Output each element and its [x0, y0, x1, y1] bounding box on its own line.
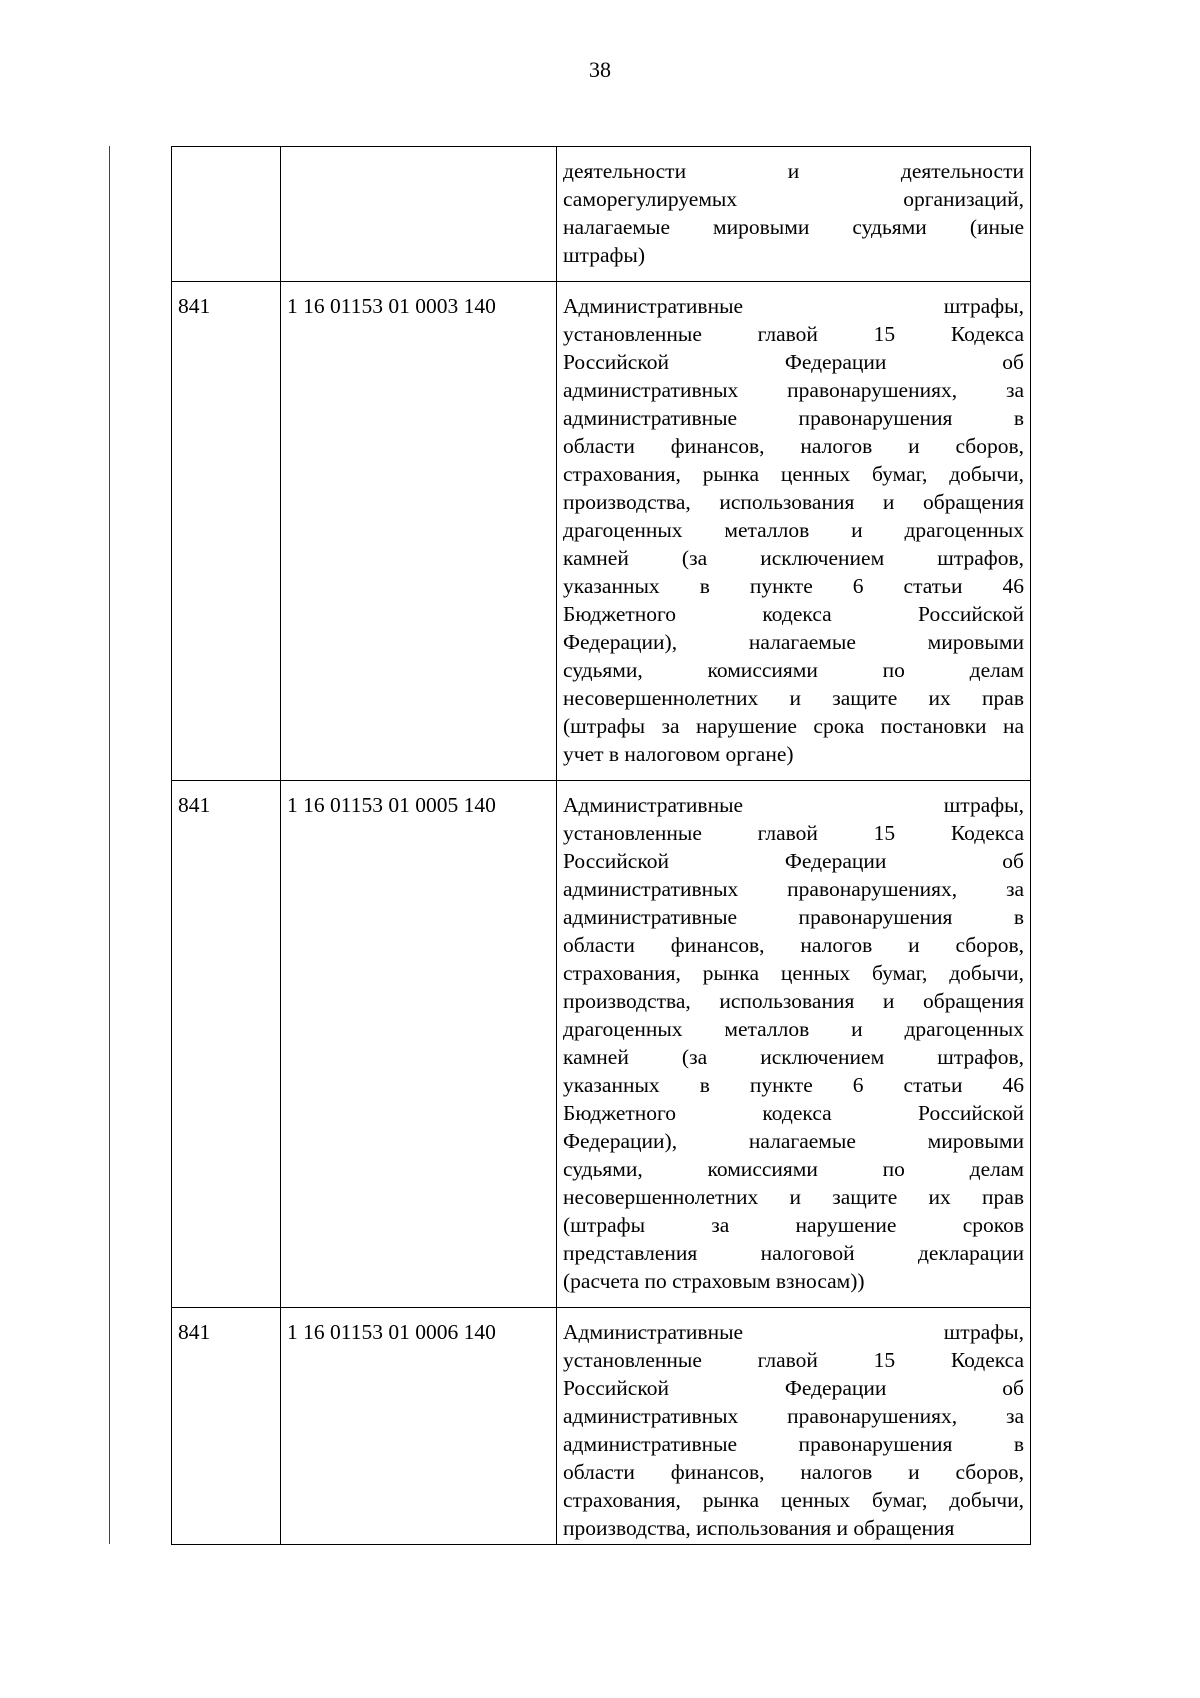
budget-classification-code-cell: 1 16 01153 01 0003 140 — [281, 282, 557, 781]
description-line: Бюджетного кодекса Российской — [563, 1101, 1024, 1125]
budget-classification-code-cell: 1 16 01153 01 0005 140 — [281, 781, 557, 1308]
description-line: (штрафы за нарушение срока постановки на — [563, 714, 1024, 738]
description-line: административных правонарушениях, за — [563, 1404, 1024, 1428]
table-row — [172, 1308, 1031, 1545]
admin-code-cell: 841 — [172, 781, 281, 1308]
description-line: производства, использования и обращения — [563, 490, 1024, 514]
description-line: Бюджетного кодекса Российской — [563, 602, 1024, 626]
description-line: административные правонарушения в — [563, 1432, 1024, 1456]
description-line: судьями, комиссиями по делам — [563, 1157, 1024, 1181]
description-line: страхования, рынка ценных бумаг, добычи, — [563, 462, 1024, 486]
description-line: (штрафы за нарушение сроков — [563, 1213, 1024, 1237]
page-number: 38 — [589, 57, 611, 82]
budget-codes-table — [171, 146, 1031, 1545]
description-line: указанных в пункте 6 статьи 46 — [563, 574, 1024, 598]
description-cell — [557, 781, 1031, 1308]
description-cell — [557, 282, 1031, 781]
description-line: административные правонарушения в — [563, 406, 1024, 430]
table-body — [172, 147, 1031, 1545]
description-line: области финансов, налогов и сборов, — [563, 933, 1024, 957]
description-line: несовершеннолетних и защите их прав — [563, 1185, 1024, 1209]
table-row — [172, 282, 1031, 781]
description-line: Федерации), налагаемые мировыми — [563, 1129, 1024, 1153]
table-row — [172, 781, 1031, 1308]
description-line: Российской Федерации об — [563, 849, 1024, 873]
description-line: драгоценных металлов и драгоценных — [563, 1017, 1024, 1041]
description-line: Административные штрафы, — [563, 294, 1024, 318]
description-line: штрафы) — [563, 243, 646, 267]
description-line: области финансов, налогов и сборов, — [563, 434, 1024, 458]
description-line: учет в налоговом органе) — [563, 742, 794, 766]
description-line: налагаемые мировыми судьями (иные — [563, 215, 1024, 239]
description-cell — [557, 1308, 1031, 1545]
description-line: административных правонарушениях, за — [563, 378, 1024, 402]
admin-code-cell: 841 — [172, 1308, 281, 1545]
description-line: указанных в пункте 6 статьи 46 — [563, 1073, 1024, 1097]
budget-classification-code-cell: 1 16 01153 01 0006 140 — [281, 1308, 557, 1545]
description-line: несовершеннолетних и защите их прав — [563, 686, 1024, 710]
description-line: деятельности и деятельности — [563, 159, 1024, 183]
description-line: судьями, комиссиями по делам — [563, 658, 1024, 682]
description-line: (расчета по страховым взносам)) — [563, 1269, 865, 1293]
description-line: камней (за исключением штрафов, — [563, 1045, 1024, 1069]
margin-line — [109, 146, 110, 1544]
description-cell — [557, 147, 1031, 282]
description-line: драгоценных металлов и драгоценных — [563, 518, 1024, 542]
budget-classification-code-cell — [281, 147, 557, 282]
description-line: Российской Федерации об — [563, 1376, 1024, 1400]
description-line: производства, использования и обращения — [563, 1516, 955, 1540]
description-line: области финансов, налогов и сборов, — [563, 1460, 1024, 1484]
description-line: камней (за исключением штрафов, — [563, 546, 1024, 570]
description-line: административных правонарушениях, за — [563, 877, 1024, 901]
description-line: Административные штрафы, — [563, 1320, 1024, 1344]
description-line: страхования, рынка ценных бумаг, добычи, — [563, 961, 1024, 985]
description-line: производства, использования и обращения — [563, 989, 1024, 1013]
description-line: административные правонарушения в — [563, 905, 1024, 929]
description-line: установленные главой 15 Кодекса — [563, 322, 1024, 346]
description-line: саморегулируемых организаций, — [563, 187, 1024, 211]
description-line: установленные главой 15 Кодекса — [563, 821, 1024, 845]
admin-code-cell: 841 — [172, 282, 281, 781]
table-row — [172, 147, 1031, 282]
description-line: Административные штрафы, — [563, 793, 1024, 817]
description-line: установленные главой 15 Кодекса — [563, 1348, 1024, 1372]
description-line: страхования, рынка ценных бумаг, добычи, — [563, 1488, 1024, 1512]
description-line: Федерации), налагаемые мировыми — [563, 630, 1024, 654]
description-line: Российской Федерации об — [563, 350, 1024, 374]
admin-code-cell — [172, 147, 281, 282]
description-line: представления налоговой декларации — [563, 1241, 1024, 1265]
